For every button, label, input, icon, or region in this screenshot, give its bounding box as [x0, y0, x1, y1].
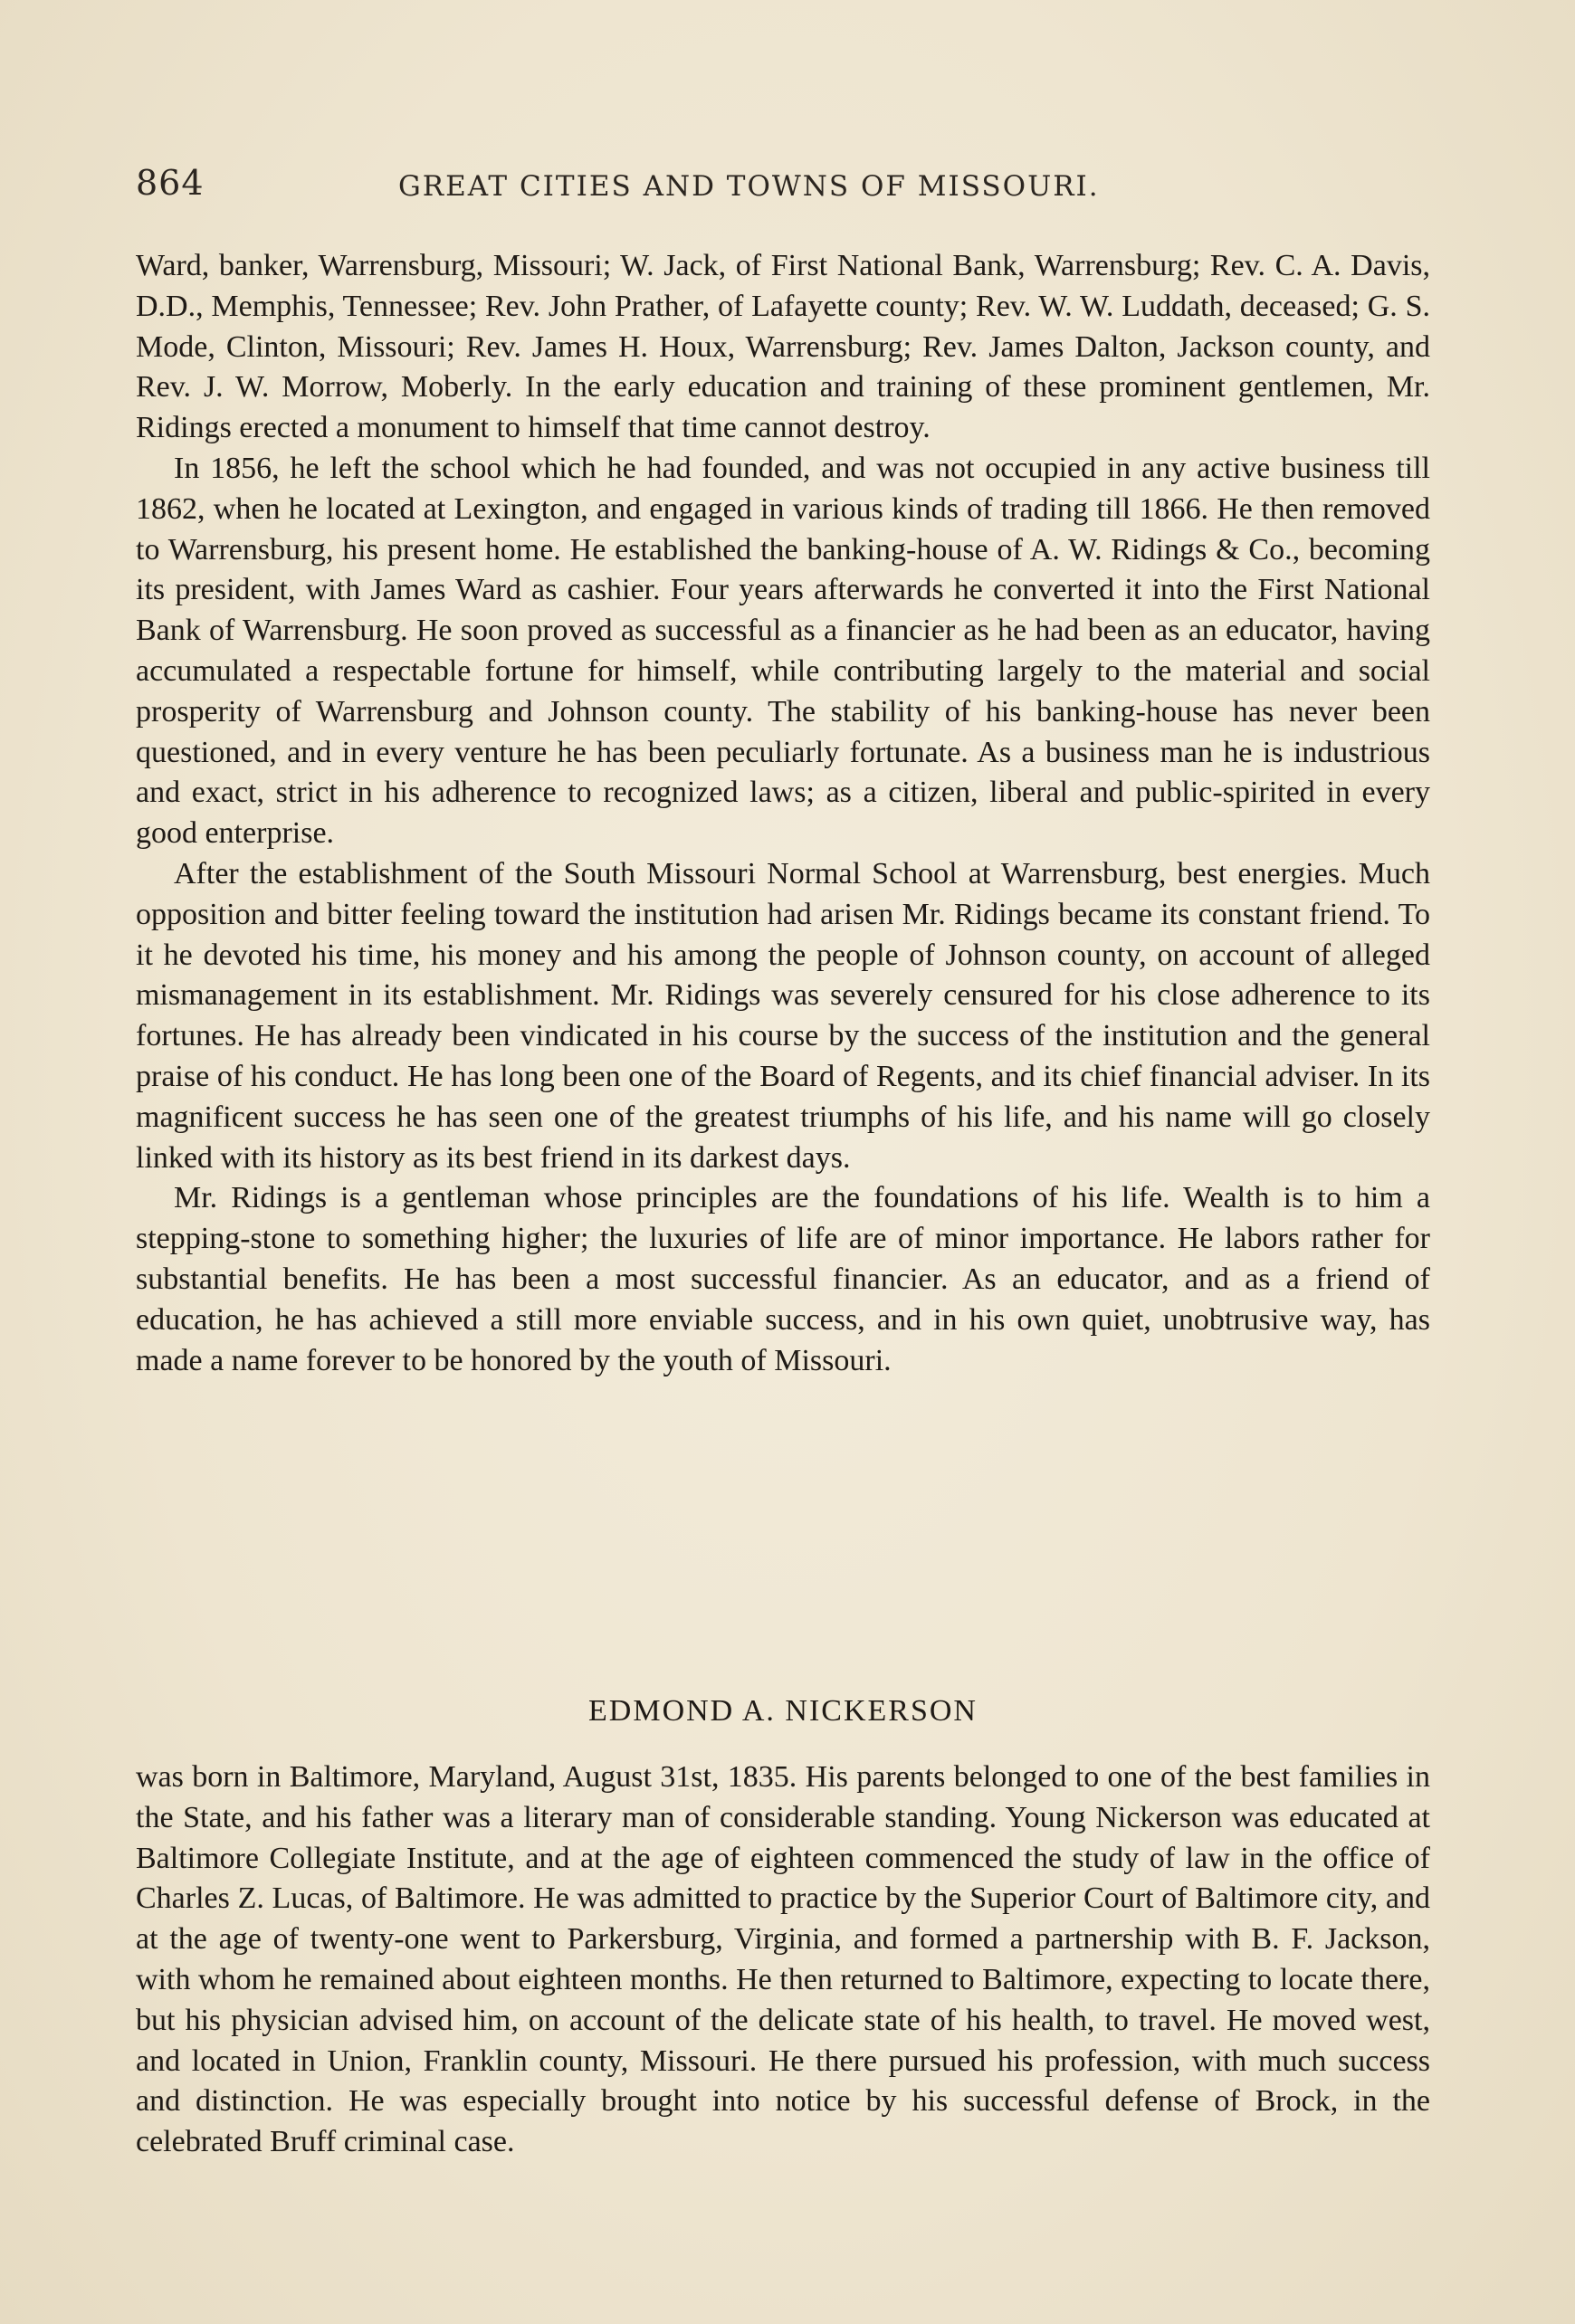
running-title: GREAT CITIES AND TOWNS OF MISSOURI.	[398, 170, 1100, 203]
section-heading: EDMOND A. NICKERSON	[588, 1694, 978, 1728]
paragraph: Mr. Ridings is a gentleman whose principles are the foundations of his life. Wealth is to him a stepping-stone to something higher; the luxuries of life are of minor importance. He labors rather for substantial benefits. He has been a most successful financier. As an educator, and as a friend of education, he has achieved a still more enviable success, and in his own quiet, unobtrusive way, has made a name forever to be honored by the youth of Missouri.	[136, 1181, 1430, 1377]
paragraph: was born in Baltimore, Maryland, August 31st, 1835. His parents belonged to one of the best families in the State, and his father was a literary man of considerable standing. Young Nickerson was educated at Baltimore Collegiate Institute, and at the age of eighteen commenced the study of law in the office of Charles Z. Lucas, of Baltimore. He was admitted to practice by the Superior Court of Baltimore city, and at the age of twenty-one went to Parkersburg, Virginia, and formed a partnership with B. F. Jackson, with whom he remained about eighteen months. He then returned to Baltimore, expecting to locate there, but his physician advised him, on account of the delicate state of his health, to travel. He moved west, and located in Union, Franklin county, Missouri. He there pursued his profession, with much success and distinction. He was especially brought into notice by his successful defense of Brock, in the celebrated Bruff criminal case.	[136, 1760, 1430, 2159]
page-header	[136, 163, 1430, 208]
paragraph: In 1856, he left the school which he had founded, and was not occupied in any active business till 1862, when he located at Lexington, and engaged in various kinds of trading till 1866. He then removed to Warrensburg, his present home. He established the banking-house of A. W. Ridings & Co., becoming its president, with James Ward as cashier. Four years afterwards he converted it into the First National Bank of Warrensburg. He soon proved as successful as a financier as he had been as an educator, having accumulated a respectable fortune for himself, while contributing largely to the material and social prosperity of Warrensburg and Johnson county. The stability of his banking-house has never been questioned, and in every venture he has been peculiarly fortunate. As a business man he is industrious and exact, strict in his adherence to recognized laws; as a citizen, liberal and public-spirited in every good enterprise.	[136, 451, 1430, 851]
biography-nickerson	[136, 1757, 1430, 2163]
paragraph: Ward, banker, Warrensburg, Missouri; W. Jack, of First National Bank, Warrensburg; Rev. C. A. Davis, D.D., Memphis, Tennessee; Rev. John Prather, of Lafayette county; Rev. W. W. Luddath, deceased; G. S. Mode, Clinton, Missouri; Rev. James H. Houx, Warrensburg; Rev. James Dalton, Jackson county, and Rev. J. W. Morrow, Moberly. In the early education and training of these prominent gentlemen, Mr. Ridings erected a monument to himself that time cannot destroy.	[136, 249, 1430, 445]
biography-continued	[136, 246, 1430, 1381]
paragraph: After the establishment of the South Missouri Normal School at Warrensburg, best energies. Much opposition and bitter feeling toward the institution had arisen Mr. Ridings became its constant friend. To it he devoted his time, his money and his among the people of Johnson county, on account of alleged mismanagement in its establishment. Mr. Ridings was severely censured for his close adherence to its fortunes. He has already been vindicated in his course by the success of the institution and the general praise of his conduct. He has long been one of the Board of Regents, and its chief financial adviser. In its magnificent success he has seen one of the greatest triumphs of his life, and his name will go closely linked with its history as its best friend in its darkest days.	[136, 856, 1430, 1175]
page-number: 864	[136, 163, 205, 203]
